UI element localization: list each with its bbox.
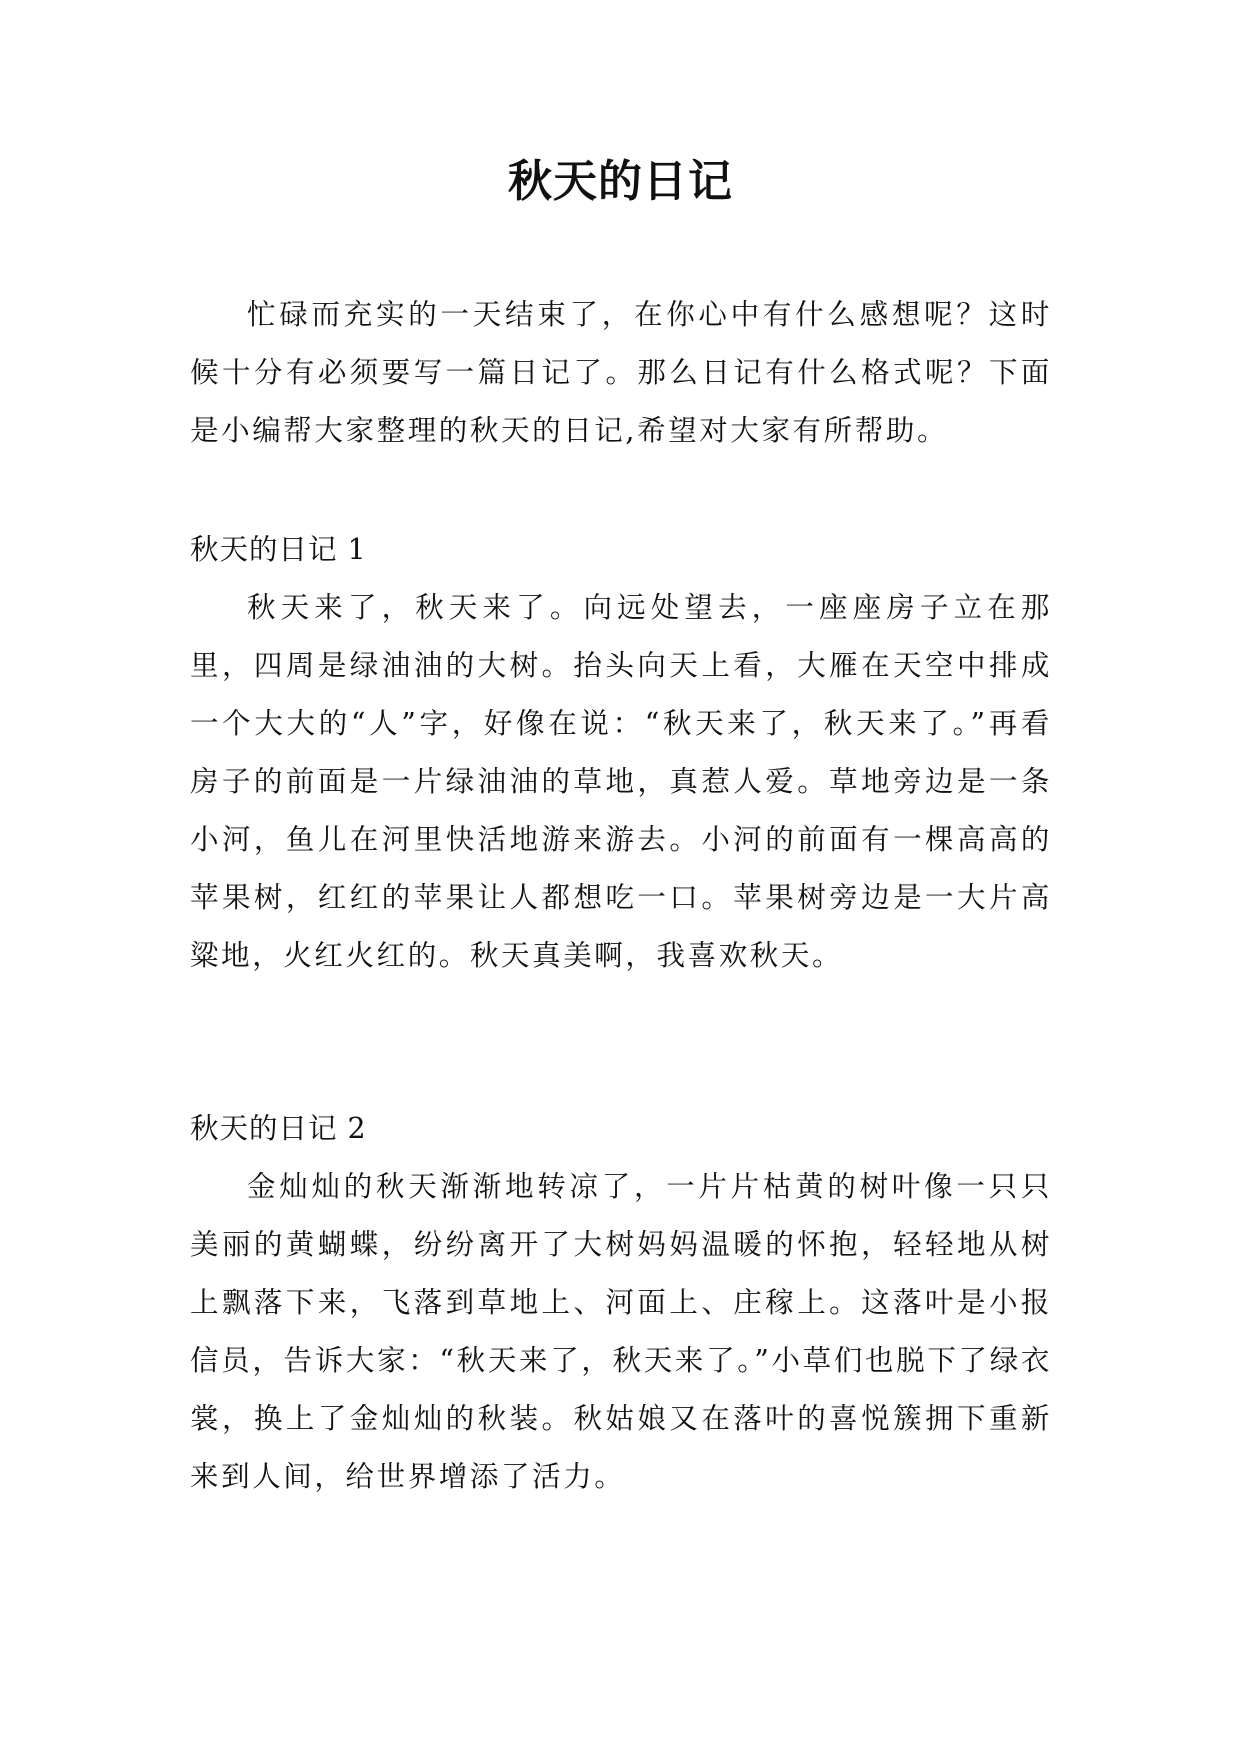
entry-heading-1: 秋天的日记 1	[190, 533, 367, 566]
entry-body-1: 秋天来了，秋天来了。向远处望去，一座座房子立在那里，四周是绿油油的大树。抬头向天上看，大雁在天空中排成一个大大的“人”字，好像在说：“秋天来了，秋天来了。”再看房子的前面是一片绿油油的草地，真惹人爱。草地旁边是一条小河，鱼儿在河里快活地游来游去。小河的前面有一棵高高的苹果树，红红的苹果让人都想吃一口。苹果树旁边是一大片高粱地，火红火红的。秋天真美啊，我喜欢秋天。	[190, 591, 1052, 972]
entry-heading-2: 秋天的日记 2	[190, 1112, 367, 1145]
entry-body-2: 金灿灿的秋天渐渐地转凉了，一片片枯黄的树叶像一只只美丽的黄蝴蝶，纷纷离开了大树妈妈温暖的怀抱，轻轻地从树上飘落下来，飞落到草地上、河面上、庄稼上。这落叶是小报信员，告诉大家：“秋天来了，秋天来了。”小草们也脱下了绿衣裳，换上了金灿灿的秋装。秋姑娘又在落叶的喜悦簇拥下重新来到人间，给世界增添了活力。	[190, 1170, 1052, 1493]
document-title: 秋天的日记	[508, 156, 733, 207]
intro-paragraph: 忙碌而充实的一天结束了，在你心中有什么感想呢？这时候十分有必须要写一篇日记了。那么日记有什么格式呢？下面是小编帮大家整理的秋天的日记,希望对大家有所帮助。	[190, 298, 1052, 447]
